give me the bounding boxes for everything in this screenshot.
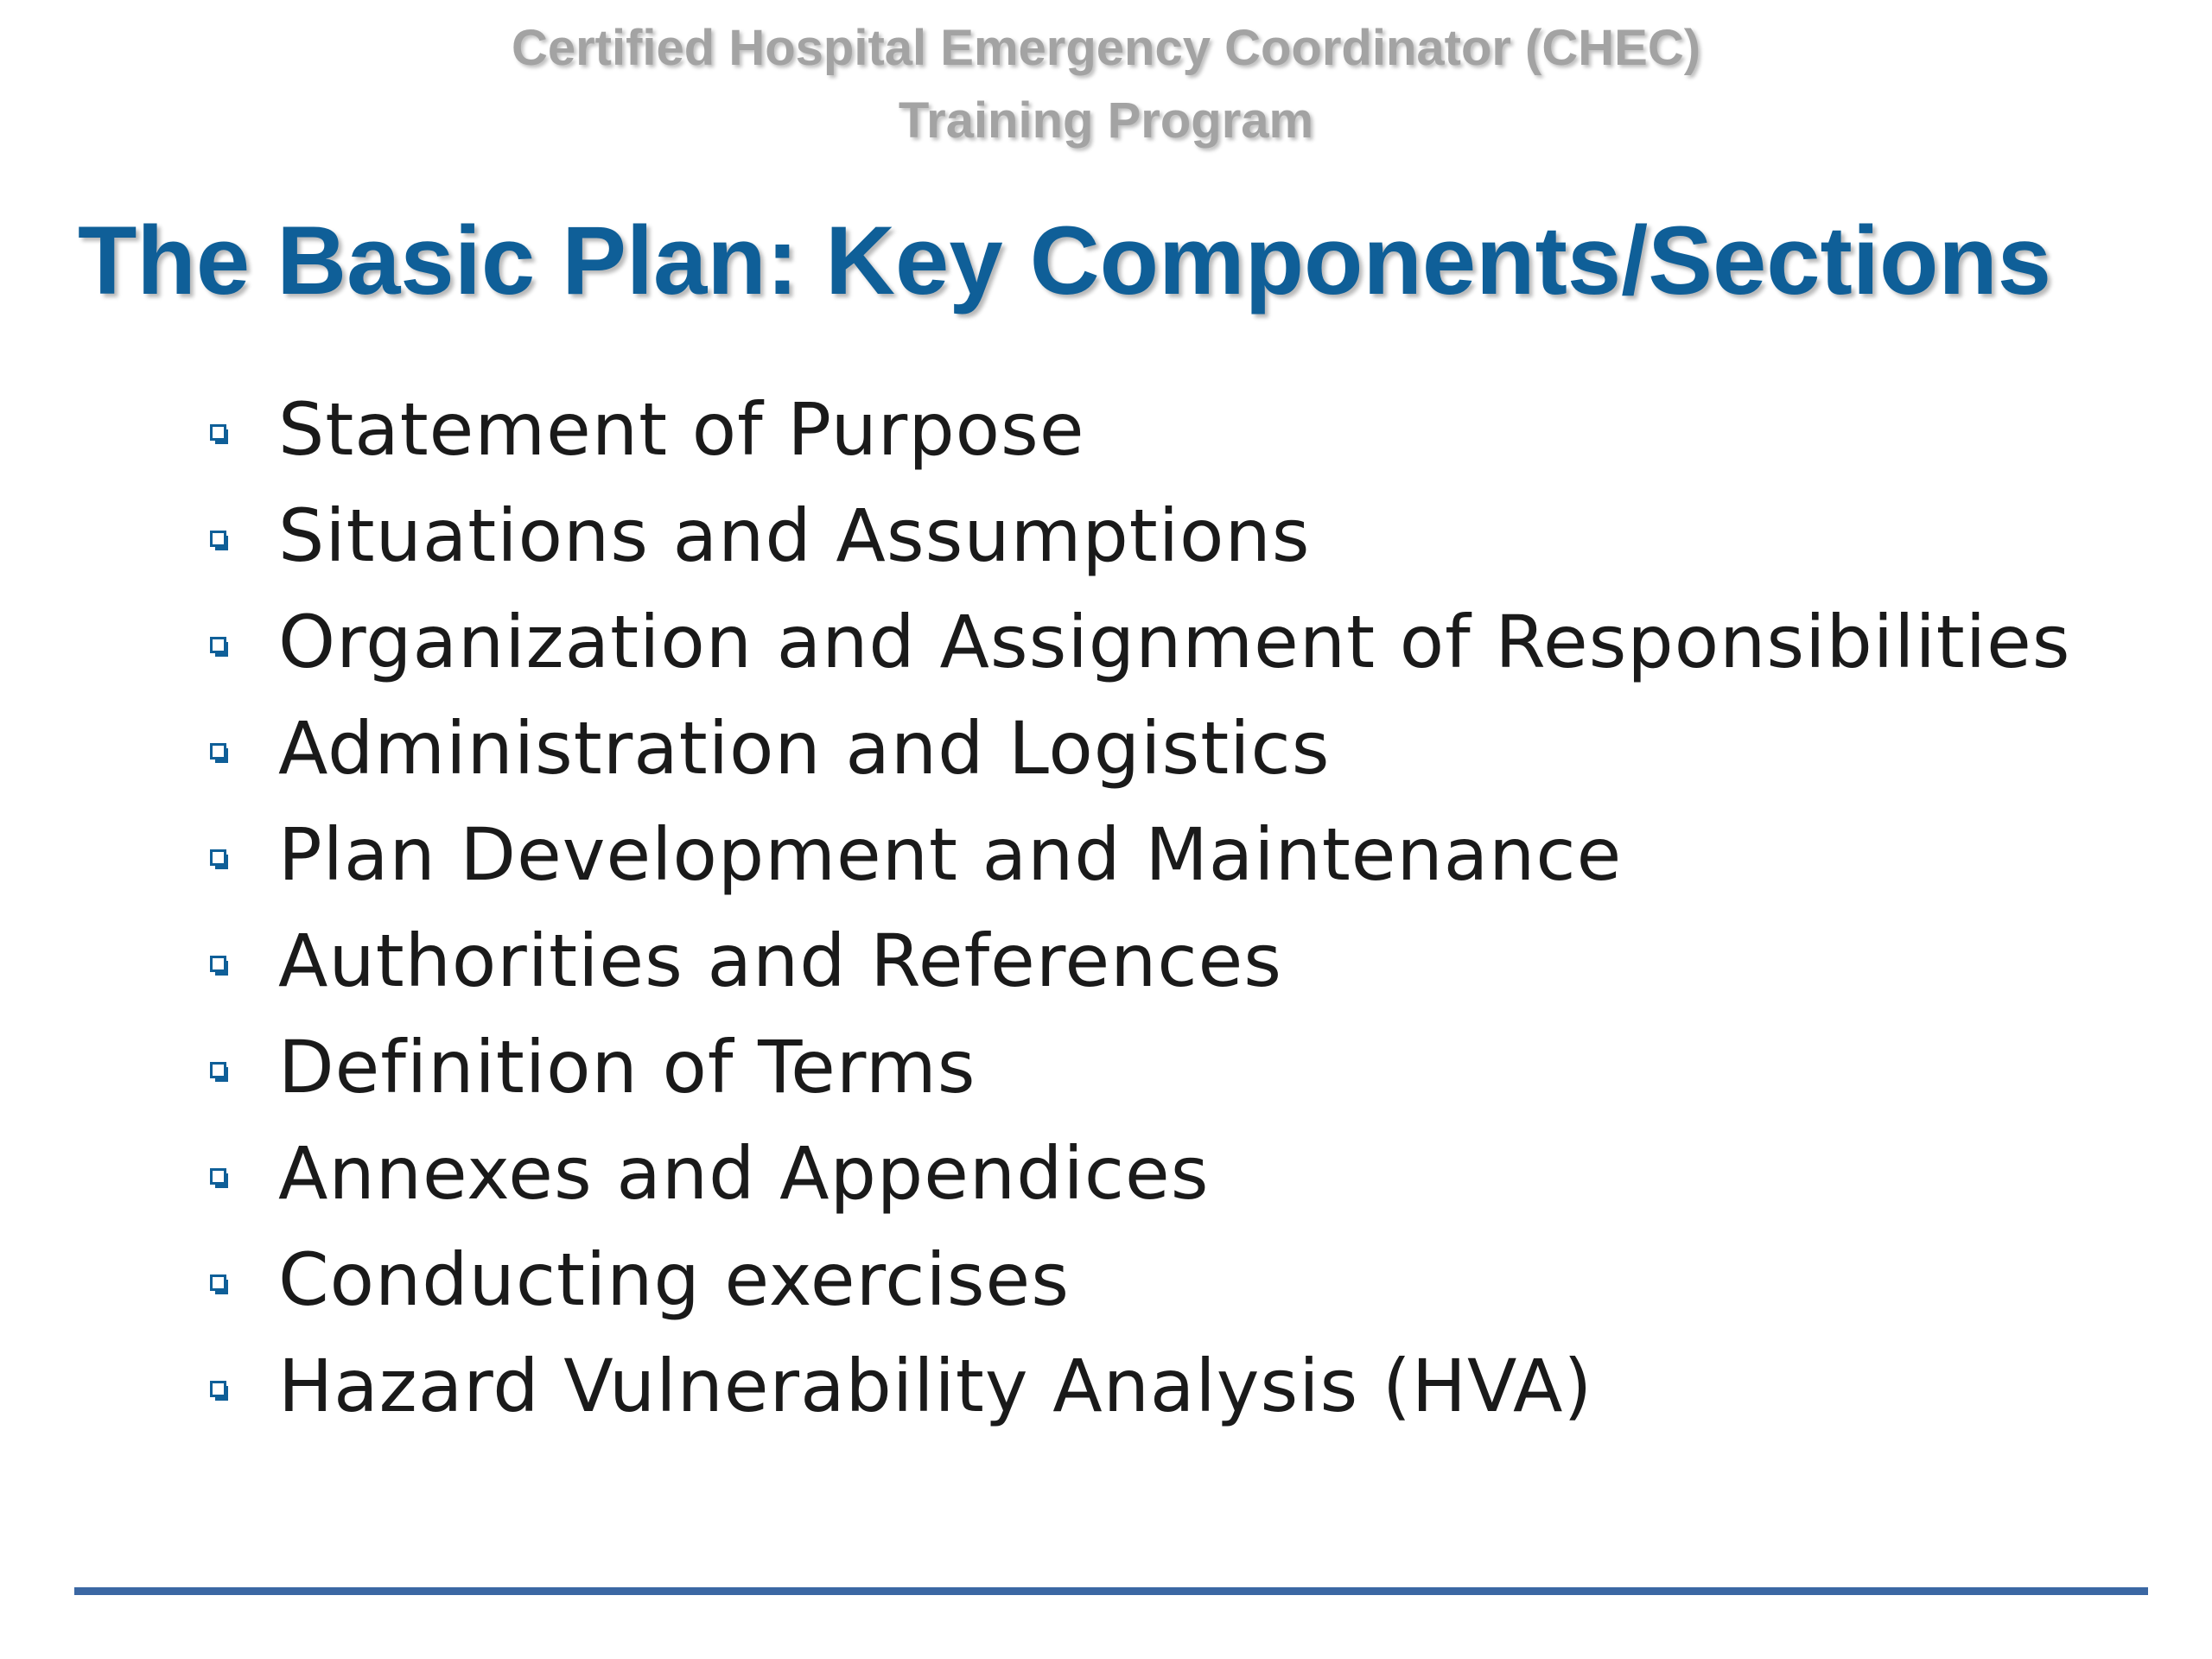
hollow-square-bullet-icon <box>210 637 230 657</box>
hollow-square-bullet-icon <box>210 743 230 763</box>
list-item-text: Definition of Terms <box>278 1025 976 1109</box>
list-item-text: Annexes and Appendices <box>278 1131 1210 1216</box>
hollow-square-bullet-icon <box>210 956 230 976</box>
list-item-text: Administration and Logistics <box>278 706 1331 791</box>
footer-divider <box>74 1587 2148 1595</box>
hollow-square-bullet-icon <box>210 849 230 869</box>
program-title <box>0 12 2212 157</box>
list-item-text: Organization and Assignment of Responsibilities <box>278 600 2071 684</box>
program-title-line-1: Certified Hospital Emergency Coordinator (CHEC) <box>511 20 1701 76</box>
list-item-text: Hazard Vulnerability Analysis (HVA) <box>278 1344 1593 1428</box>
program-title-line-2: Training Program <box>898 92 1314 149</box>
list-item-text: Conducting exercises <box>278 1237 1070 1322</box>
hollow-square-bullet-icon <box>210 531 230 550</box>
hollow-square-bullet-icon <box>210 1274 230 1294</box>
hollow-square-bullet-icon <box>210 1381 230 1401</box>
list-item-text: Plan Development and Maintenance <box>278 812 1623 897</box>
list-item-text: Authorities and References <box>278 918 1283 1003</box>
slide-title: The Basic Plan: Key Components/Sections <box>78 207 2052 315</box>
hollow-square-bullet-icon <box>210 1168 230 1188</box>
hollow-square-bullet-icon <box>210 424 230 444</box>
hollow-square-bullet-icon <box>210 1062 230 1082</box>
list-item-text: Statement of Purpose <box>278 387 1085 472</box>
list-item-text: Situations and Assumptions <box>278 493 1311 578</box>
